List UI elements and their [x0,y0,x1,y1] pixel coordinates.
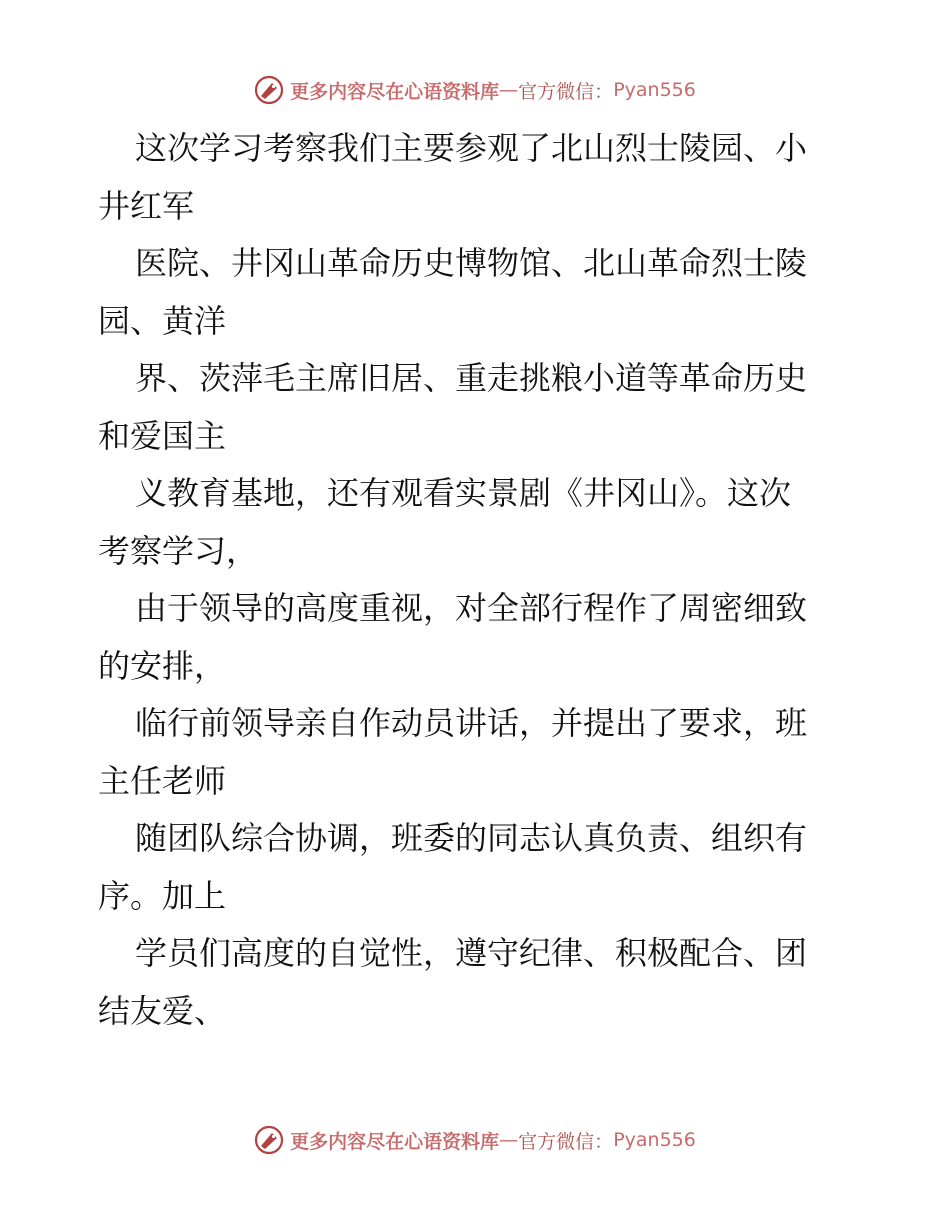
watermark-sub-text: 官方微信： [518,80,614,103]
watermark-main-text: 更多内容尽在心语资料库 [290,80,500,103]
paragraph-2-line-1: 医院、井冈山革命历史博物馆、北山革命烈士陵 [135,244,808,282]
paragraph-4-line-2: 考察学习， [98,531,259,570]
paragraph-1-line-2: 井红军 [98,186,195,225]
paragraph-4-line-1: 义教育基地，还有观看实景剧《井冈山》。这次 [135,474,792,512]
document-body [98,120,858,1040]
paragraph-6-line-1: 临行前领导亲自作动员讲话，并提出了要求，班 [135,704,808,742]
paragraph-8-line-1: 学员们高度的自觉性，遵守纪律、积极配合、团 [135,934,808,972]
paragraph-6-line-2: 主任老师 [98,761,227,800]
paragraph-8-line-2: 结友爱、 [98,991,227,1030]
paragraph-7-line-1: 随团队综合协调，班委的同志认真负责、组织有 [135,819,808,857]
paragraph-5-line-1: 由于领导的高度重视，对全部行程作了周密细致 [135,589,808,627]
header-watermark [0,70,950,110]
watermark-separator: — [499,1129,519,1151]
watermark-main-text: 更多内容尽在心语资料库 [290,1130,500,1153]
paragraph-3-line-1: 界、茨萍毛主席旧居、重走挑粮小道等革命历史 [135,359,808,397]
paragraph-1-line-1: 这次学习考察我们主要参观了北山烈士陵园、小 [135,129,808,167]
watermark-sub-text: 官方微信： [518,1130,614,1153]
watermark-wechat-id: Pyan556 [613,79,696,101]
watermark-wechat-id: Pyan556 [613,1129,696,1151]
paragraph-7-line-2: 序。加上 [98,876,227,915]
paragraph-3-line-2: 和爱国主 [98,416,227,455]
footer-watermark [0,1120,950,1160]
watermark-separator: — [499,79,519,101]
pen-nib-logo-icon [254,1125,284,1155]
paragraph-5-line-2: 的安排， [98,646,227,685]
paragraph-2-line-2: 园、黄洋 [98,301,227,340]
pen-nib-logo-icon [254,75,284,105]
